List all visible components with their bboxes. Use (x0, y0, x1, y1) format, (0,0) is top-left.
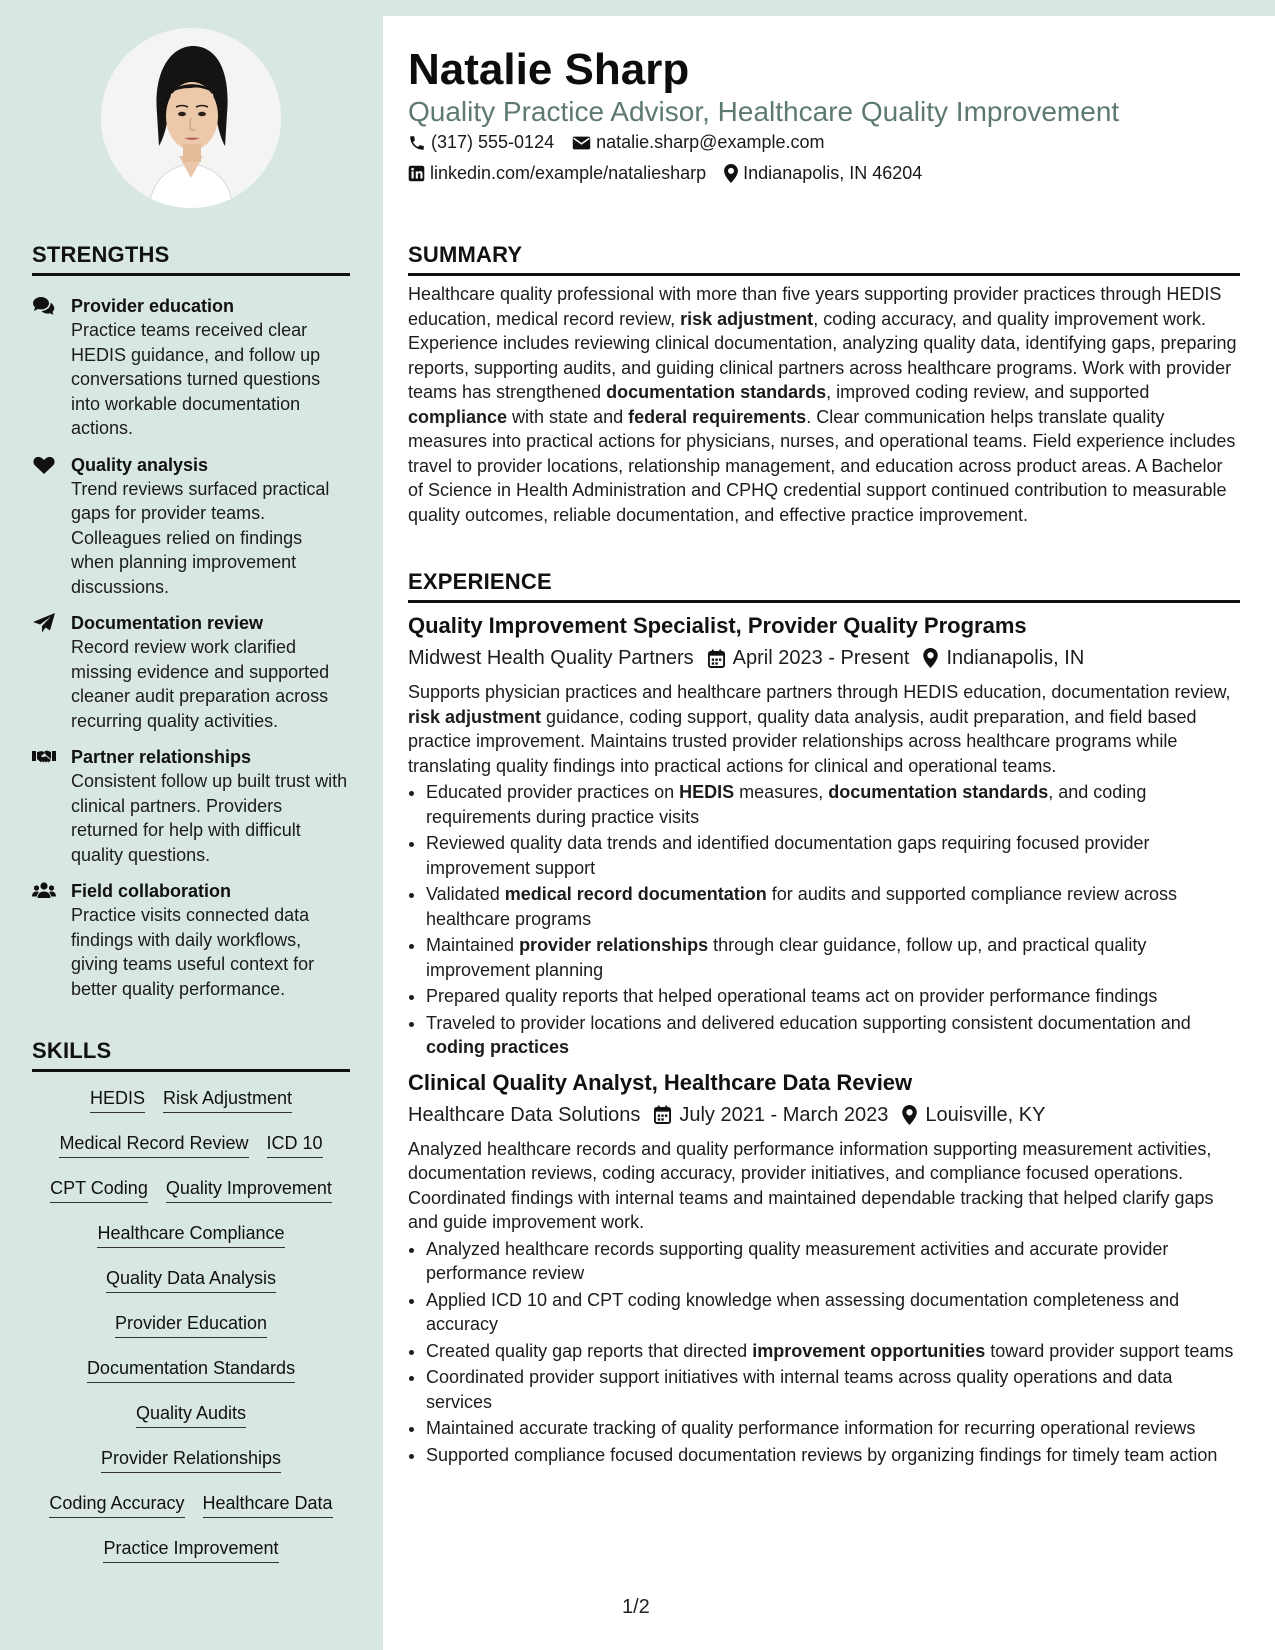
bold-phrase: documentation standards (606, 382, 827, 402)
text-run: Analyzed healthcare records and quality performance information supporting measurement activities, documentation reviews, coding accuracy, provider initiatives, and compliance focused operations. Coordinated findings with internal teams and maintained dependable tracking that helped clarify gaps and guide improvement work. (408, 1138, 1214, 1232)
bold-phrase: improvement opportunities (752, 1340, 986, 1361)
skills-title: SKILLS (32, 1038, 350, 1072)
text-run: Supports physician practices and healthcare partners through HEDIS education, documentation review, (408, 682, 1231, 702)
handshake-icon (32, 747, 56, 767)
job-meta (408, 1101, 1240, 1129)
heart-icon (32, 455, 56, 475)
strength-name: Partner relationships (71, 747, 252, 767)
job-description (408, 680, 1240, 778)
job-entry (408, 1068, 1240, 1468)
bold-phrase: risk adjustment (408, 706, 542, 727)
text-run: Applied ICD 10 and CPT coding knowledge when assessing documentation completeness and accuracy (426, 1289, 1180, 1334)
jobs-list (408, 611, 1240, 1467)
job-meta (408, 644, 1240, 672)
text-run: Reviewed quality data trends and identified documentation gaps requiring focused provider improvement support (426, 833, 1150, 878)
job-location (909, 644, 1084, 672)
skill-tag: HEDIS (90, 1086, 145, 1113)
job-location-text: Indianapolis, IN (946, 647, 1085, 669)
text-run: Prepared quality reports that helped operational teams act on provider performance findings (426, 986, 1158, 1006)
skill-row (32, 1176, 350, 1221)
job-bullet (426, 1288, 1240, 1337)
job-bullets (408, 1237, 1240, 1468)
strength-item (32, 879, 350, 1001)
experience-title: EXPERIENCE (408, 569, 1240, 603)
job-bullet (426, 984, 1240, 1009)
candidate-name: Natalie Sharp (408, 45, 690, 94)
bold-phrase: HEDIS (679, 782, 735, 802)
skill-tag: CPT Coding (50, 1176, 148, 1203)
map-marker-icon (724, 164, 738, 183)
job-entry (408, 611, 1240, 1060)
job-bullet (426, 933, 1240, 982)
skill-row (32, 1356, 350, 1401)
phone-text: (317) 555-0124 (431, 132, 555, 152)
profile-photo (101, 28, 281, 208)
map-marker-icon (923, 648, 938, 668)
text-run: Healthcare quality professional with more than five years supporting provider practices through HEDIS education, medical record review, (408, 284, 1222, 329)
bold-phrase: compliance (408, 406, 508, 427)
page-number: 1/2 (622, 1596, 650, 1618)
skill-tag: Medical Record Review (59, 1131, 248, 1158)
skill-row (32, 1536, 350, 1581)
strength-item (32, 453, 350, 600)
skill-tag: Quality Data Analysis (106, 1266, 276, 1293)
strengths-section (32, 242, 350, 1001)
strength-item (32, 294, 350, 441)
job-location (888, 1101, 1045, 1129)
skill-tag: Documentation Standards (87, 1356, 295, 1383)
strength-desc: Record review work clarified missing evidence and supported cleaner audit preparation across recurring quality activities. (71, 637, 330, 731)
job-dates (694, 644, 910, 672)
contact-row-1 (408, 132, 824, 153)
location-text: Indianapolis, IN 46204 (743, 163, 923, 183)
text-run: Maintained (426, 935, 520, 955)
skill-tag: ICD 10 (267, 1131, 323, 1158)
strength-name: Provider education (71, 296, 235, 316)
contact-email[interactable] (572, 132, 824, 153)
bold-phrase: risk adjustment (680, 308, 814, 329)
strength-desc: Trend reviews surfaced practical gaps for provider teams. Colleagues relied on findings when planning improvement discussions. (71, 478, 330, 597)
skill-row (32, 1446, 350, 1491)
job-bullet (426, 1416, 1240, 1441)
linkedin-text: linkedin.com/example/nataliesharp (430, 163, 707, 183)
text-run: Traveled to provider locations and delivered education supporting consistent documentation and (426, 1012, 1191, 1033)
skill-tag: Coding Accuracy (49, 1491, 184, 1518)
job-bullet (426, 1237, 1240, 1286)
job-bullet (426, 780, 1240, 829)
text-run: for audits and supported compliance review across healthcare programs (426, 884, 1178, 929)
contact-linkedin[interactable] (408, 163, 706, 184)
text-run: measures, (734, 782, 829, 802)
text-run: . Clear communication helps translate quality measures into practical actions for physicians, nurses, and operational teams. Field experience includes travel to provider locations, relationship management, and education across product areas. A Bachelor of Science in Health Administration and CPHQ credential support continued contribution to measurable quality outcomes, reliable documentation, and effective practice improvement. (408, 406, 1236, 525)
job-dates (640, 1101, 888, 1129)
strength-desc: Practice visits connected data findings with daily workflows, giving teams useful context for better quality performance. (71, 905, 315, 999)
skills-section (32, 1038, 350, 1581)
skill-tag: Quality Improvement (166, 1176, 332, 1203)
job-bullet (426, 831, 1240, 880)
text-run: , coding accuracy, and quality improvement work. Experience includes reviewing clinical documentation, analyzing quality data, identifying gaps, preparing reports, supporting audits, and guiding clinical partners across healthcare programs. Work with provider teams has strengthened (408, 308, 1237, 402)
skill-tag: Risk Adjustment (163, 1086, 292, 1113)
text-run: , and coding requirements during practice visits (426, 782, 1147, 827)
job-bullet (426, 1443, 1240, 1468)
skill-row (32, 1266, 350, 1311)
strength-desc: Consistent follow up built trust with clinical partners. Providers returned for help with difficult quality questions. (71, 771, 348, 865)
text-run: guidance, coding support, quality data analysis, audit preparation, and field based practice improvement. Maintains trusted provider relationships across healthcare programs while translating quality findings into practical actions for clinical and operational teams. (408, 706, 1197, 776)
summary-title: SUMMARY (408, 242, 1240, 276)
strength-desc: Practice teams received clear HEDIS guidance, and follow up conversations turned questions into workable documentation actions. (71, 320, 321, 438)
bold-phrase: coding practices (426, 1037, 570, 1057)
bold-phrase: provider relationships (519, 935, 709, 955)
job-company: Healthcare Data Solutions (408, 1103, 641, 1126)
summary-section (408, 242, 1240, 527)
calendar-icon (654, 1105, 671, 1124)
text-run: through clear guidance, follow up, and practical quality improvement planning (426, 935, 1147, 980)
skill-tag: Quality Audits (136, 1401, 246, 1428)
text-run: Maintained accurate tracking of quality performance information for recurring operational reviews (426, 1418, 1196, 1438)
skills-list (32, 1086, 350, 1581)
job-bullet (426, 882, 1240, 931)
skill-tag: Healthcare Data (203, 1491, 333, 1518)
text-run: Educated provider practices on (426, 782, 680, 802)
calendar-icon (708, 649, 725, 668)
linkedin-icon (408, 165, 425, 182)
text-run: Analyzed healthcare records supporting quality measurement activities and accurate provider performance review (426, 1238, 1169, 1283)
text-run: with state and (507, 406, 629, 427)
strength-item (32, 745, 350, 867)
summary-text (408, 282, 1240, 527)
job-bullet (426, 1339, 1240, 1364)
job-title: Quality Improvement Specialist, Provider Quality Programs (408, 613, 1027, 638)
envelope-icon (572, 135, 591, 151)
skill-row (32, 1221, 350, 1266)
job-bullet (426, 1365, 1240, 1414)
skill-tag: Provider Education (115, 1311, 267, 1338)
job-dates-text: July 2021 - March 2023 (679, 1103, 889, 1126)
job-description (408, 1137, 1240, 1235)
strength-name: Quality analysis (71, 454, 209, 475)
bold-phrase: medical record documentation (504, 884, 767, 904)
skill-row (32, 1491, 350, 1536)
skill-row (32, 1311, 350, 1356)
comments-icon (32, 296, 56, 316)
skill-tag: Practice Improvement (103, 1536, 278, 1563)
contact-phone[interactable] (408, 132, 554, 153)
phone-icon (408, 134, 426, 152)
contact-location (724, 163, 922, 184)
paper-plane-icon (32, 613, 56, 633)
email-text: natalie.sharp@example.com (596, 132, 825, 152)
text-run: Coordinated provider support initiatives with internal teams across quality operations and data services (426, 1367, 1173, 1412)
bold-phrase: federal requirements (628, 406, 807, 427)
text-run: Validated (426, 884, 505, 904)
job-location-text: Louisville, KY (925, 1103, 1046, 1126)
experience-section (408, 569, 1240, 1469)
job-dates-text: April 2023 - Present (732, 647, 910, 669)
job-bullet (426, 1011, 1240, 1060)
map-marker-icon (902, 1105, 917, 1125)
job-company: Midwest Health Quality Partners (408, 647, 694, 669)
text-run: , improved coding review, and supported (826, 382, 1150, 402)
candidate-role: Quality Practice Advisor, Healthcare Quality Improvement (408, 96, 1120, 127)
strengths-title: STRENGTHS (32, 242, 350, 276)
contact-row-2 (408, 163, 922, 184)
strength-name: Field collaboration (71, 881, 232, 901)
skill-row (32, 1086, 350, 1131)
skill-tag: Provider Relationships (101, 1446, 281, 1473)
text-run: Supported compliance focused documentation reviews by organizing findings for timely team action (426, 1444, 1218, 1465)
skill-tag: Healthcare Compliance (97, 1221, 284, 1248)
job-bullets (408, 780, 1240, 1060)
strength-item (32, 611, 350, 733)
users-icon (32, 881, 56, 901)
skill-row (32, 1131, 350, 1176)
strength-name: Documentation review (71, 613, 264, 633)
skill-row (32, 1401, 350, 1446)
bold-phrase: documentation standards (828, 782, 1049, 802)
job-title: Clinical Quality Analyst, Healthcare Data Review (408, 1069, 913, 1095)
text-run: Created quality gap reports that directed (426, 1340, 753, 1361)
text-run: toward provider support teams (985, 1340, 1234, 1361)
